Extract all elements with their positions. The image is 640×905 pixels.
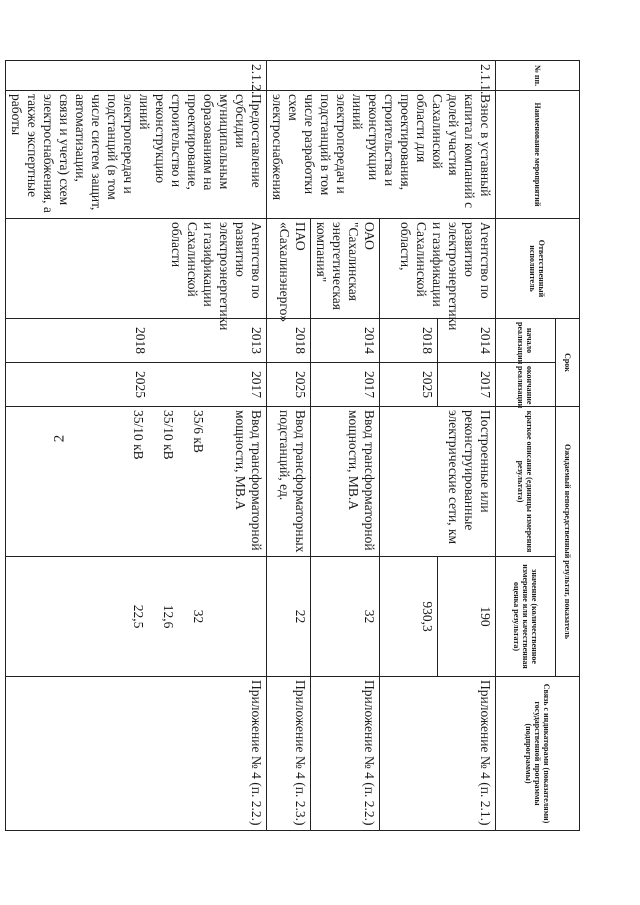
row-2-1-2-link: Приложение № 4 (п. 2.2.) [6, 677, 267, 831]
row-2-1-1-link-1: Приложение № 4 (п. 2.1.) [380, 677, 496, 831]
row-2-1-2-no: 2.1.2. [6, 61, 267, 91]
row-2-1-1-val-1: 190 [438, 557, 496, 677]
page-number: 2 [51, 434, 68, 443]
row-2-1-2-start-2: 2018 [133, 327, 148, 354]
row-2-1-1-start-2: 2018 [380, 319, 438, 363]
row-2-1-2-desc: Ввод трансформаторной мощности, МВ.А [233, 410, 264, 551]
row-2-1-1-exec-agency: Агентство по развитию электроэнергетики и газификации Сахалинской области, [380, 219, 496, 319]
row-2-1-2-desc-cell [6, 407, 267, 557]
row-2-1-2-end-2: 2025 [133, 371, 148, 398]
row-2-1-2-name: Предоставление субсидии муниципальным образованиям на проектирование, строительство и реконструкцию линий электропередач и подстанций (в том числе систем защит, автоматизации, связи и учета) схем электроснабжения, а также экспертные работы [6, 91, 267, 219]
row-2-1-1-desc-power: Ввод трансформаторной мощности, МВ.А [311, 407, 380, 557]
row-2-1-1-exec-sakhalinenergo: ПАО «Сахалинэнерго» [267, 219, 311, 319]
row-2-1-2-val-3: 22,5 [131, 604, 146, 629]
header-term-start: начало реализации [496, 319, 556, 363]
row-2-1-1-end-3: 2017 [311, 363, 380, 407]
row-2-1-1-end-4: 2025 [267, 363, 311, 407]
row-2-1-1-start-4: 2018 [267, 319, 311, 363]
header-executor: Ответственный исполнитель [496, 219, 580, 319]
row-2-1-2-end-cell [6, 363, 267, 407]
row-2-1-1-end-1: 2017 [438, 363, 496, 407]
header-link: Связь с индикаторами (показателями) государственной программы (подпрограммы) [496, 677, 580, 831]
row-2-1-1-val-2: 930,3 [380, 557, 438, 677]
row-2-1-2-val-2: 12,6 [161, 604, 176, 629]
header-term-end: окончание реализации [496, 363, 556, 407]
row-2-1-2-exec: Агентство по развитию электроэнергетики и газификации Сахалинской области [6, 219, 267, 319]
row-2-1-2-kv-2: 35/10 кВ [161, 410, 176, 460]
row-2-1-2-val-1: 32 [191, 609, 206, 624]
row-2-1-1-link-2: Приложение № 4 (п. 2.2.) [311, 677, 380, 831]
row-2-1-1-start-3: 2014 [311, 319, 380, 363]
events-table [5, 60, 580, 831]
row-2-1-1-val-4: 22 [267, 557, 311, 677]
header-term: Срок [556, 319, 580, 407]
rotated-table-container [9, 60, 580, 830]
row-2-1-2-val-cell [6, 557, 267, 677]
header-name: Наименование мероприятий [496, 91, 580, 219]
row-2-1-1-link-3: Приложение № 4 (п. 2.3.) [267, 677, 311, 831]
header-no: № пп. [496, 61, 580, 91]
row-2-1-1-exec-sec: ОАО "Сахалинская энергетическая компания" [311, 219, 380, 319]
row-2-1-2-kv-1: 35/6 кВ [191, 410, 206, 453]
row-2-1-2-end-1: 2017 [249, 371, 264, 398]
header-result-desc: краткое описание (единицы измерения результата) [496, 407, 556, 557]
row-2-1-1-end-2: 2025 [380, 363, 438, 407]
header-result-value: значение (количественное измерение или качественная оценка результата) [496, 557, 556, 677]
row-2-1-2-kv-3: 35/10 кВ [131, 410, 146, 460]
row-2-1-1-name: Взнос в уставный капитал компаний с долей участия Сахалинской области для проектирования, строительства и реконструкции линий электропередач и подстанций в том числе разработки схем электроснабжения [267, 91, 496, 219]
row-2-1-1-start-1: 2014 [438, 319, 496, 363]
header-result: Ожидаемый непосредственный результат, показатель [556, 407, 580, 677]
row-2-1-1-desc-substations: Ввод трансформаторных подстанций, ед. [267, 407, 311, 557]
row-2-1-1-desc-networks: Построенные или реконструированные электрические сети, км [380, 407, 496, 557]
row-2-1-2-start-1: 2013 [249, 327, 264, 354]
row-2-1-1-val-3: 32 [311, 557, 380, 677]
row-2-1-1-no: 2.1.1. [267, 61, 496, 91]
